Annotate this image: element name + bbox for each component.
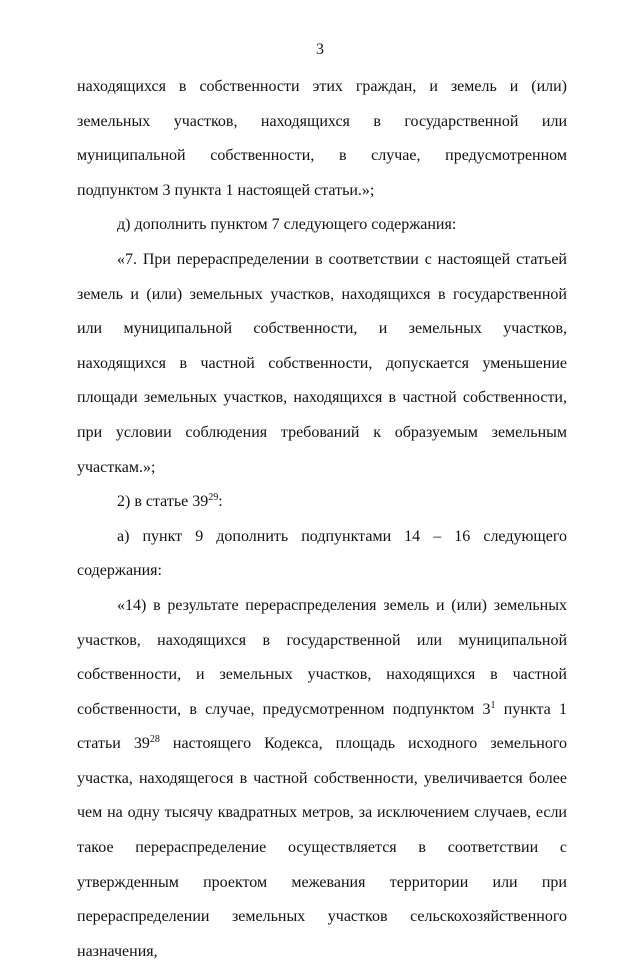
paragraph-subpoint-14 bbox=[77, 589, 567, 969]
paragraph-item-a: а) пункт 9 дополнить подпунктами 14 – 16 следующего содержания: bbox=[77, 527, 567, 580]
paragraph-point-7: «7. При перераспределении в соответствии с настоящей статьей земель и (или) земельных участков, находящихся в государственной или муниципальной собственности, и земельных участков, находящихся в частной собственности, допускается уменьшение площади земельных участков, находящихся в частной собственности, при условии соблюдения требований к образуемым земельным участкам.»; bbox=[77, 250, 567, 476]
superscript: 29 bbox=[208, 492, 219, 504]
text-fragment: настоящего Кодекса, площадь исходного земельного участка, находящегося в частной собственности, увеличивается более чем на одну тысячу квадратных метров, за исключением случаев, если такое перераспределение осуществляется в соответствии с утвержденным проектом межевания территории или при перераспределении земельных участков сельскохозяйственного назначения, bbox=[77, 735, 567, 960]
text-fragment: 2) в статье 39 bbox=[117, 493, 209, 511]
text-fragment: : bbox=[218, 493, 223, 511]
paragraph-item-d: д) дополнить пунктом 7 следующего содержания: bbox=[117, 216, 457, 234]
superscript: 28 bbox=[149, 734, 160, 746]
document-body bbox=[77, 70, 567, 969]
text-fragment: пункта 1 статьи 39 bbox=[77, 700, 568, 753]
paragraph-article-amendment bbox=[77, 485, 567, 520]
text-fragment: «14) в результате перераспределения земель и (или) земельных участков, находящихся в государственной или муниципальной собственности, и земельных участков, находящихся в частной собственности, в случае, предусмотренном подпунктом 3 bbox=[77, 596, 567, 718]
superscript: 1 bbox=[490, 699, 496, 711]
page-number: 3 bbox=[316, 41, 324, 58]
paragraph-continuation: находящихся в собственности этих граждан, и земель и (или) земельных участков, находящихся в государственной или муниципальной собственности, в случае, предусмотренном подпунктом 3 пункта 1 настоящей статьи.»; bbox=[77, 78, 567, 199]
